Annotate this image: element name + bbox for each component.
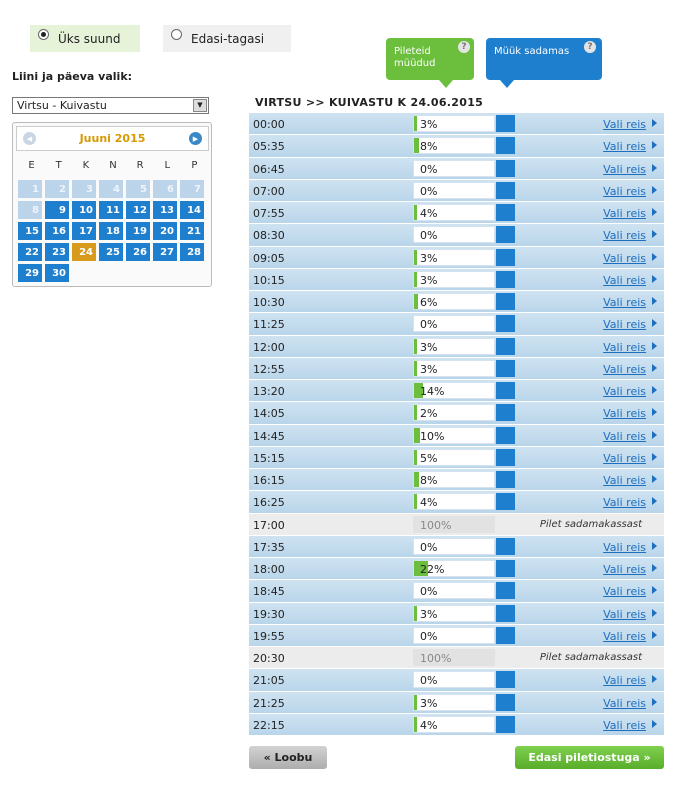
arrow-right-icon[interactable] <box>652 698 657 706</box>
departure-time: 17:00 <box>253 518 285 532</box>
port-sales-indicator <box>496 671 515 688</box>
arrow-right-icon[interactable] <box>652 631 657 639</box>
sold-percent: 100% <box>420 518 452 532</box>
calendar-day[interactable]: 13 <box>153 201 177 219</box>
sold-progress-bar <box>413 293 495 310</box>
port-sales-legend-pointer <box>500 80 514 88</box>
arrow-right-icon[interactable] <box>652 297 657 305</box>
select-trip-link[interactable]: Vali reis <box>603 563 646 576</box>
calendar-weekdays <box>18 160 208 171</box>
sold-progress-bar <box>413 582 495 599</box>
sold-progress-fill <box>414 450 417 465</box>
arrow-right-icon[interactable] <box>652 564 657 572</box>
help-icon[interactable]: ? <box>458 41 470 53</box>
arrow-right-icon[interactable] <box>652 208 657 216</box>
port-sales-legend-label: Müük sadamas <box>494 46 570 57</box>
departure-time: 10:15 <box>253 273 285 287</box>
sold-progress-fill <box>414 272 417 287</box>
arrow-right-icon[interactable] <box>652 186 657 194</box>
calendar-day: 7 <box>180 180 204 198</box>
port-sales-indicator <box>496 582 515 599</box>
tickets-sold-legend-line1: Pileteid <box>394 46 431 57</box>
sold-percent: 3% <box>420 607 438 621</box>
tickets-sold-legend-line2: müüdud <box>394 58 436 69</box>
departure-time: 21:25 <box>253 696 285 710</box>
sold-progress-bar <box>413 360 495 377</box>
departure-row <box>249 180 664 202</box>
departure-time: 17:35 <box>253 540 285 554</box>
arrow-right-icon[interactable] <box>652 475 657 483</box>
departure-row <box>249 692 664 714</box>
calendar-day: 3 <box>72 180 96 198</box>
port-sales-indicator <box>496 627 515 644</box>
round-trip-label: Edasi-tagasi <box>191 31 265 46</box>
arrow-right-icon[interactable] <box>652 586 657 594</box>
route-select-value: Virtsu - Kuivastu <box>17 99 107 112</box>
arrow-right-icon[interactable] <box>652 275 657 283</box>
sold-progress-bar <box>413 115 495 132</box>
departure-row <box>249 425 664 447</box>
port-sales-indicator <box>496 427 515 444</box>
select-trip-link[interactable]: Vali reis <box>603 318 646 332</box>
sold-percent: 0% <box>420 540 438 554</box>
departure-row <box>249 514 664 536</box>
departure-row <box>249 291 664 313</box>
departure-row <box>249 536 664 558</box>
departure-row <box>249 603 664 625</box>
calendar-day[interactable]: 20 <box>153 222 177 240</box>
calendar-day[interactable]: 11 <box>99 201 123 219</box>
sold-progress-bar <box>413 694 495 711</box>
departure-time: 10:30 <box>253 296 285 309</box>
departure-row <box>249 336 664 358</box>
weekday-label: P <box>191 160 198 171</box>
select-trip-link[interactable]: Vali reis <box>603 184 646 198</box>
arrow-right-icon[interactable] <box>652 319 657 327</box>
sold-progress-bar <box>413 338 495 355</box>
calendar-day[interactable]: 28 <box>180 243 204 261</box>
departure-row <box>249 158 664 180</box>
next-month-icon[interactable]: ▶ <box>189 132 202 145</box>
port-sales-indicator <box>496 605 515 622</box>
arrow-right-icon[interactable] <box>652 720 657 728</box>
departure-row <box>249 669 664 691</box>
port-sales-indicator <box>496 382 515 399</box>
weekday-label: K <box>82 160 90 171</box>
port-sales-indicator <box>496 471 515 488</box>
departure-time: 12:55 <box>253 362 285 376</box>
sold-percent: 3% <box>420 362 438 376</box>
select-trip-link[interactable]: Vali reis <box>603 118 646 131</box>
arrow-right-icon[interactable] <box>652 364 657 372</box>
sold-progress-bar <box>413 315 495 332</box>
sold-percent: 3% <box>420 696 438 710</box>
weekday-label: E <box>28 160 35 171</box>
sold-percent: 0% <box>420 674 438 688</box>
chevron-down-icon[interactable]: ▼ <box>193 99 207 112</box>
departure-time: 22:15 <box>253 718 285 732</box>
sold-progress-bar <box>413 716 495 733</box>
port-sales-indicator <box>496 226 515 243</box>
sold-progress-fill <box>414 250 417 265</box>
departures-list <box>249 113 664 736</box>
one-way-option[interactable] <box>30 25 140 52</box>
sold-percent: 2% <box>420 407 438 421</box>
sold-percent: 100% <box>420 652 452 665</box>
departure-row <box>249 447 664 469</box>
calendar-day[interactable]: 26 <box>126 243 150 261</box>
port-sales-indicator <box>496 694 515 711</box>
select-trip-link[interactable]: Vali reis <box>603 451 646 465</box>
calendar-day: 2 <box>45 180 69 198</box>
departure-row <box>249 491 664 513</box>
calendar-day: 1 <box>18 180 42 198</box>
departure-time: 14:45 <box>253 429 285 443</box>
calendar-day[interactable]: 9 <box>45 201 69 219</box>
departure-time: 16:25 <box>253 496 285 510</box>
departure-row <box>249 380 664 402</box>
sold-progress-fill <box>414 405 417 420</box>
sold-percent: 8% <box>420 474 438 487</box>
calendar-day[interactable]: 19 <box>126 222 150 240</box>
sold-progress-bar <box>413 271 495 288</box>
select-trip-link[interactable]: Vali reis <box>603 140 646 154</box>
arrow-right-icon[interactable] <box>652 119 657 127</box>
select-trip-link[interactable]: Vali reis <box>603 407 646 421</box>
sold-progress-bar <box>413 671 495 688</box>
port-ticket-note: Pilet sadamakassast <box>539 652 642 663</box>
calendar-day[interactable]: 23 <box>45 243 69 261</box>
select-trip-link[interactable]: Vali reis <box>603 340 646 354</box>
date-calendar <box>12 122 212 287</box>
continue-button[interactable]: Edasi piletiostuga » <box>515 746 664 769</box>
departure-time: 19:55 <box>253 629 285 643</box>
port-sales-indicator <box>496 271 515 288</box>
departure-row <box>249 580 664 602</box>
calendar-day[interactable]: 17 <box>72 222 96 240</box>
departure-time: 07:00 <box>253 184 285 198</box>
arrow-right-icon[interactable] <box>652 230 657 238</box>
sold-progress-bar <box>413 449 495 466</box>
departure-row <box>249 202 664 224</box>
port-sales-indicator <box>496 716 515 733</box>
sold-progress-bar <box>413 605 495 622</box>
departure-time: 19:30 <box>253 607 285 621</box>
calendar-day: 8 <box>18 201 42 219</box>
departure-time: 20:30 <box>253 652 285 665</box>
select-trip-link[interactable]: Vali reis <box>603 585 646 599</box>
port-sales-indicator <box>496 249 515 266</box>
sold-percent: 6% <box>420 296 438 309</box>
sold-progress-bar <box>413 204 495 221</box>
arrow-right-icon[interactable] <box>652 253 657 261</box>
departure-row <box>249 313 664 335</box>
sold-progress-fill <box>414 294 418 309</box>
weekday-label: L <box>164 160 171 171</box>
round-trip-radio[interactable] <box>171 29 182 40</box>
select-trip-link[interactable]: Vali reis <box>603 162 646 176</box>
arrow-right-icon[interactable] <box>652 342 657 350</box>
departure-time: 09:05 <box>253 251 285 265</box>
port-sales-indicator <box>496 204 515 221</box>
sold-progress-fill <box>414 361 417 376</box>
departure-time: 18:45 <box>253 585 285 599</box>
calendar-day-selected[interactable]: 24 <box>72 243 96 261</box>
port-sales-legend <box>486 38 602 80</box>
sold-percent: 0% <box>420 184 438 198</box>
trip-title: VIRTSU >> KUIVASTU K 24.06.2015 <box>255 96 484 109</box>
departure-row <box>249 269 664 291</box>
sold-percent: 3% <box>420 251 438 265</box>
sold-percent: 8% <box>420 140 438 154</box>
sold-percent: 0% <box>420 585 438 599</box>
sold-progress-fill <box>414 606 417 621</box>
sold-progress-bar <box>413 427 495 444</box>
departure-time: 07:55 <box>253 207 285 220</box>
departure-time: 14:05 <box>253 407 285 421</box>
calendar-month-title: Juuni 2015 <box>79 132 146 145</box>
departure-time: 21:05 <box>253 674 285 688</box>
calendar-day[interactable]: 27 <box>153 243 177 261</box>
sold-progress-bar <box>413 249 495 266</box>
calendar-header <box>16 126 209 151</box>
port-sales-indicator <box>496 137 515 154</box>
select-trip-link[interactable]: Vali reis <box>603 429 646 443</box>
port-sales-indicator <box>496 115 515 132</box>
sold-progress-fill <box>414 339 417 354</box>
departure-time: 00:00 <box>253 118 285 131</box>
departure-row <box>249 714 664 736</box>
sold-percent: 0% <box>420 229 438 243</box>
sold-percent: 10% <box>420 429 445 443</box>
select-trip-link[interactable]: Vali reis <box>603 273 646 287</box>
one-way-radio[interactable] <box>38 29 49 40</box>
select-trip-link[interactable]: Vali reis <box>603 296 646 309</box>
select-trip-link[interactable]: Vali reis <box>603 362 646 376</box>
calendar-day: 6 <box>153 180 177 198</box>
calendar-day[interactable]: 14 <box>180 201 204 219</box>
port-sales-indicator <box>496 315 515 332</box>
one-way-label: Üks suund <box>58 31 121 46</box>
select-trip-link[interactable]: Vali reis <box>603 385 646 398</box>
port-sales-indicator <box>496 293 515 310</box>
calendar-day[interactable]: 29 <box>18 264 42 282</box>
sold-percent: 0% <box>420 162 438 176</box>
sold-progress-bar <box>413 226 495 243</box>
calendar-day[interactable]: 21 <box>180 222 204 240</box>
port-sales-indicator <box>496 560 515 577</box>
sold-progress-bar <box>413 160 495 177</box>
select-trip-link[interactable]: Vali reis <box>603 540 646 554</box>
sold-percent: 22% <box>420 563 445 576</box>
arrow-right-icon[interactable] <box>652 141 657 149</box>
calendar-day[interactable]: 30 <box>45 264 69 282</box>
port-sales-indicator <box>496 182 515 199</box>
sold-progress-fill <box>414 205 417 220</box>
calendar-day: 5 <box>126 180 150 198</box>
select-trip-link[interactable]: Vali reis <box>603 207 646 220</box>
weekday-label: T <box>55 160 62 171</box>
departure-time: 13:20 <box>253 385 285 398</box>
help-icon[interactable]: ? <box>584 41 596 53</box>
departure-row <box>249 647 664 669</box>
select-trip-link[interactable]: Vali reis <box>603 251 646 265</box>
select-trip-link[interactable]: Vali reis <box>603 629 646 643</box>
departure-row <box>249 625 664 647</box>
arrow-right-icon[interactable] <box>652 408 657 416</box>
select-trip-link[interactable]: Vali reis <box>603 229 646 243</box>
select-trip-link[interactable]: Vali reis <box>603 696 646 710</box>
route-label: Liini ja päeva valik: <box>12 70 133 83</box>
port-sales-indicator <box>496 538 515 555</box>
sold-progress-bar <box>413 404 495 421</box>
departure-row <box>249 224 664 246</box>
arrow-right-icon[interactable] <box>652 453 657 461</box>
departure-row <box>249 469 664 491</box>
arrow-right-icon[interactable] <box>652 386 657 394</box>
sold-percent: 0% <box>420 629 438 643</box>
sold-progress-fill <box>414 138 419 153</box>
select-trip-link[interactable]: Vali reis <box>603 496 646 510</box>
prev-month-icon[interactable]: ◀ <box>23 132 36 145</box>
weekday-label: N <box>109 160 117 171</box>
calendar-day[interactable]: 22 <box>18 243 42 261</box>
departure-time: 15:15 <box>253 451 285 465</box>
departure-row <box>249 113 664 135</box>
sold-progress-bar <box>413 471 495 488</box>
calendar-day[interactable]: 15 <box>18 222 42 240</box>
sold-progress-fill <box>414 717 417 732</box>
sold-progress-bar <box>413 137 495 154</box>
tickets-sold-legend <box>386 38 474 80</box>
sold-progress-bar <box>413 627 495 644</box>
port-sales-indicator <box>496 338 515 355</box>
departure-time: 08:30 <box>253 229 285 243</box>
departure-row <box>249 247 664 269</box>
arrow-right-icon[interactable] <box>652 497 657 505</box>
sold-percent: 4% <box>420 496 438 510</box>
sold-percent: 14% <box>420 385 445 398</box>
sold-percent: 0% <box>420 318 438 332</box>
departure-row <box>249 558 664 580</box>
departure-time: 06:45 <box>253 162 285 176</box>
sold-progress-bar <box>413 560 495 577</box>
select-trip-link[interactable]: Vali reis <box>603 674 646 688</box>
sold-progress-bar <box>413 382 495 399</box>
departure-row <box>249 402 664 424</box>
arrow-right-icon[interactable] <box>652 542 657 550</box>
sold-progress-fill <box>414 472 419 487</box>
sold-progress-fill <box>414 116 417 131</box>
tickets-sold-legend-pointer <box>439 80 453 88</box>
port-sales-indicator <box>496 449 515 466</box>
sold-percent: 3% <box>420 273 438 287</box>
departure-time: 11:25 <box>253 318 285 332</box>
departure-time: 18:00 <box>253 563 285 576</box>
sold-progress-fill <box>414 494 417 509</box>
select-trip-link[interactable]: Vali reis <box>603 718 646 732</box>
weekday-label: R <box>136 160 144 171</box>
arrow-right-icon[interactable] <box>652 609 657 617</box>
sold-progress-fill <box>414 695 417 710</box>
sold-percent: 4% <box>420 718 438 732</box>
calendar-days <box>18 180 208 282</box>
select-trip-link[interactable]: Vali reis <box>603 607 646 621</box>
departure-row <box>249 135 664 157</box>
sold-percent: 3% <box>420 340 438 354</box>
calendar-day[interactable]: 10 <box>72 201 96 219</box>
sold-progress-bar <box>413 538 495 555</box>
calendar-day[interactable]: 16 <box>45 222 69 240</box>
arrow-right-icon[interactable] <box>652 431 657 439</box>
port-ticket-note: Pilet sadamakassast <box>539 518 642 530</box>
sold-progress-bar <box>413 493 495 510</box>
calendar-day[interactable]: 18 <box>99 222 123 240</box>
calendar-day[interactable]: 12 <box>126 201 150 219</box>
sold-percent: 3% <box>420 118 438 131</box>
port-sales-indicator <box>496 160 515 177</box>
cancel-button[interactable]: « Loobu <box>249 746 327 769</box>
port-sales-indicator <box>496 404 515 421</box>
arrow-right-icon[interactable] <box>652 675 657 683</box>
select-trip-link[interactable]: Vali reis <box>603 474 646 487</box>
sold-percent: 4% <box>420 207 438 220</box>
departure-time: 16:15 <box>253 474 285 487</box>
arrow-right-icon[interactable] <box>652 164 657 172</box>
port-sales-indicator <box>496 493 515 510</box>
departure-time: 05:35 <box>253 140 285 154</box>
calendar-day: 4 <box>99 180 123 198</box>
departure-row <box>249 358 664 380</box>
sold-progress-bar <box>413 516 495 533</box>
round-trip-option[interactable] <box>163 25 291 52</box>
calendar-day[interactable]: 25 <box>99 243 123 261</box>
sold-progress-bar <box>413 649 495 666</box>
sold-percent: 5% <box>420 451 438 465</box>
departure-time: 12:00 <box>253 340 285 354</box>
sold-progress-bar <box>413 182 495 199</box>
port-sales-indicator <box>496 360 515 377</box>
route-select[interactable] <box>12 97 209 114</box>
